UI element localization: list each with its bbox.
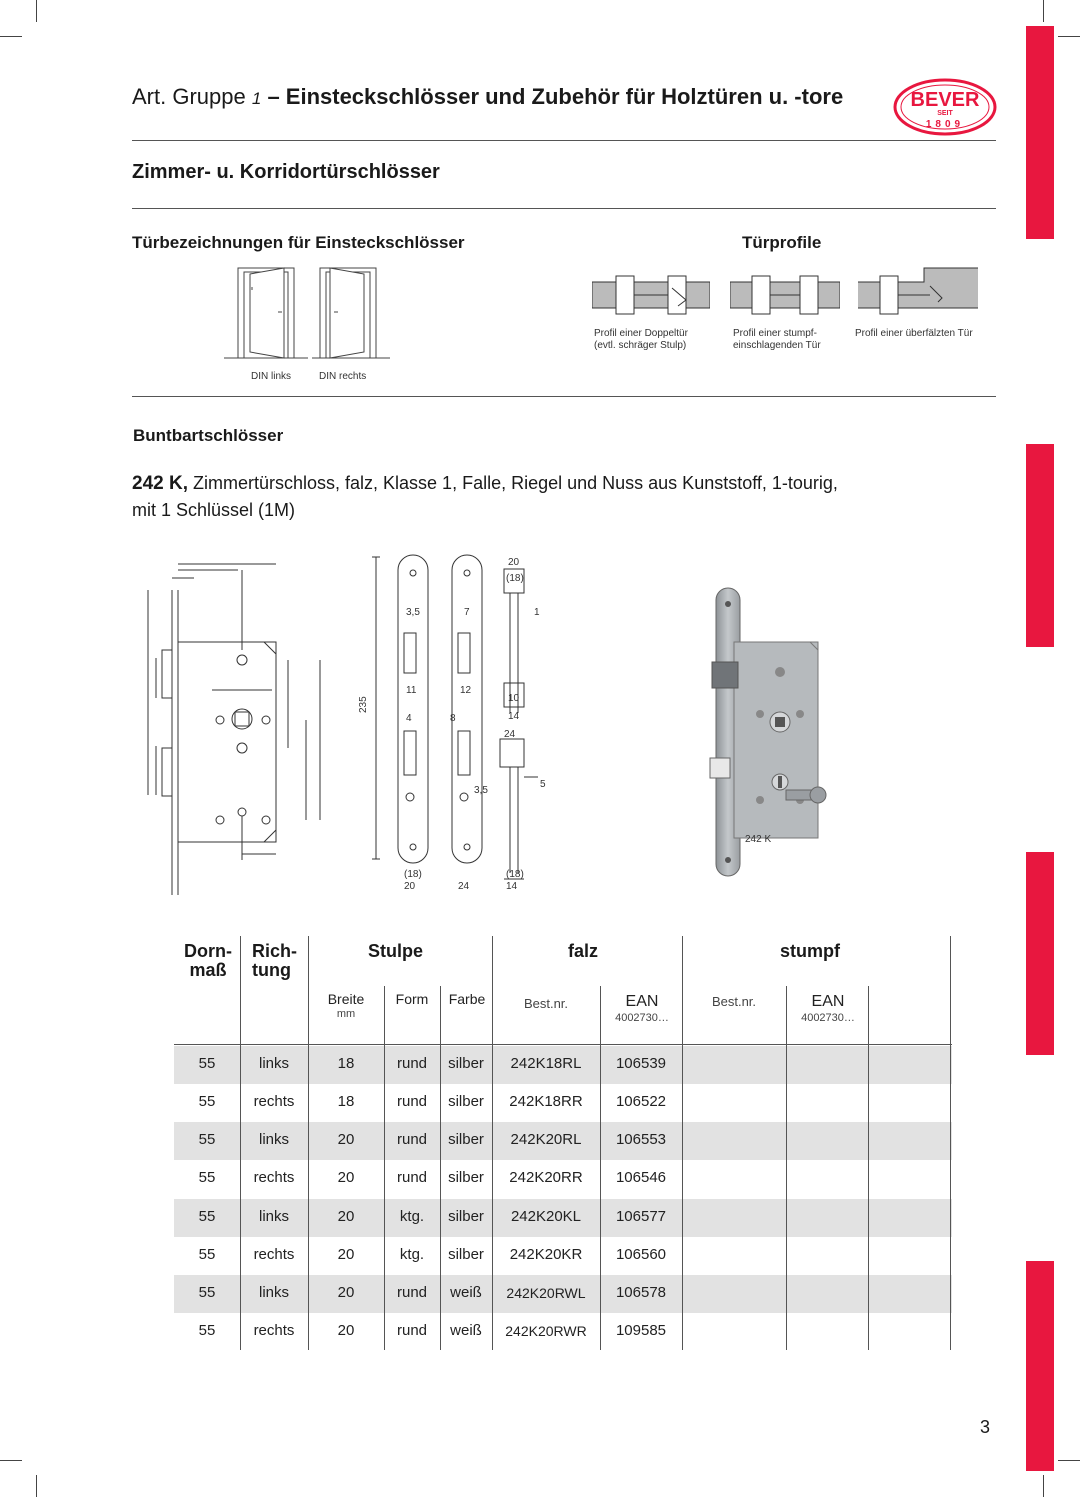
logo-year: 1809 — [925, 119, 965, 130]
cell-farbe: silber — [448, 1055, 484, 1072]
cell-farbe: weiß — [450, 1284, 482, 1301]
doors-heading: Türbezeichnungen für Einsteckschlösser — [132, 233, 465, 252]
cell-bestnr: 242K18RR — [509, 1093, 583, 1110]
table-row — [174, 1236, 952, 1274]
table-row — [174, 1312, 952, 1350]
bever-logo — [893, 78, 997, 136]
cell-dorn: 55 — [198, 1284, 216, 1301]
dim-p4: 10 — [508, 693, 520, 704]
cell-richtung: rechts — [253, 1169, 295, 1186]
table-row — [174, 1274, 952, 1312]
divider — [132, 396, 996, 397]
cell-dorn: 55 — [198, 1131, 216, 1148]
section-title: Zimmer- u. Korridortürschlösser — [132, 161, 440, 183]
dim-p5: 14 — [508, 711, 520, 722]
cell-dorn: 55 — [198, 1246, 216, 1263]
profile-diagram-double — [592, 270, 710, 320]
cell-dorn: 55 — [198, 1322, 216, 1339]
cell-farbe: weiß — [450, 1322, 482, 1339]
cell-form: rund — [396, 1131, 428, 1148]
divider — [132, 208, 996, 209]
th-stumpf-bestnr: Best.nr. — [711, 994, 757, 1009]
product-description — [132, 470, 852, 524]
cell-breite: 18 — [337, 1093, 355, 1110]
cell-form: rund — [396, 1284, 428, 1301]
cell-dorn: 55 — [198, 1169, 216, 1186]
th-dornmass: Dorn- maß — [184, 941, 232, 980]
th-stumpf-ean: EAN — [811, 993, 845, 1010]
th-falz-ean-prefix: 4002730… — [615, 1012, 669, 1024]
th-stumpf-ean-prefix: 4002730… — [801, 1012, 855, 1024]
cell-form: ktg. — [399, 1208, 425, 1225]
th-stumpf: stumpf — [780, 941, 840, 961]
cell-ean: 106539 — [615, 1055, 667, 1072]
cell-richtung: links — [258, 1055, 289, 1072]
product-text: Zimmertürschloss, falz, Klasse 1, Falle, Riegel und Nuss aus Kunststoff, 1-tourig, mit 1 Schlüssel (1M) — [132, 473, 838, 520]
cell-bestnr: 242K20RWL — [506, 1285, 586, 1301]
th-richtung: Rich- tung — [252, 941, 297, 980]
cell-ean: 106578 — [615, 1284, 667, 1301]
crop-mark — [1043, 1475, 1044, 1497]
dim-a2: 11 — [406, 685, 417, 696]
cell-richtung: rechts — [253, 1093, 295, 1110]
dim-a4: 3,5 — [474, 785, 488, 796]
door-label-left: DIN links — [251, 371, 292, 382]
group-number: 1 — [251, 89, 262, 108]
table-row — [174, 1159, 952, 1197]
th-breite-unit: mm — [336, 1008, 356, 1020]
cell-breite: 20 — [337, 1322, 355, 1339]
side-tab — [1026, 1261, 1054, 1471]
group-prefix: Art. Gruppe — [132, 84, 246, 109]
cell-bestnr: 242K20RR — [509, 1169, 583, 1186]
th-falz-bestnr: Best.nr. — [523, 996, 569, 1011]
cell-farbe: silber — [448, 1246, 484, 1263]
dim-p1: 20 — [508, 557, 520, 568]
cell-form: ktg. — [399, 1246, 425, 1263]
cell-farbe: silber — [448, 1093, 484, 1110]
door-diagram — [222, 262, 392, 366]
cell-ean: 106546 — [615, 1169, 667, 1186]
table-row — [174, 1121, 952, 1159]
product-table — [174, 936, 952, 1350]
divider — [132, 140, 996, 141]
cell-dorn: 55 — [198, 1055, 216, 1072]
product-code: 242 K, — [132, 473, 188, 494]
dim-b2: 12 — [460, 685, 472, 696]
cell-bestnr: 242K20RL — [510, 1131, 582, 1148]
side-tab — [1026, 444, 1054, 647]
door-label-right: DIN rechts — [319, 371, 367, 382]
side-tab — [1026, 852, 1054, 1055]
profiles-heading: Türprofile — [742, 233, 822, 252]
dim-b4: 24 — [458, 881, 470, 892]
cell-richtung: rechts — [253, 1246, 295, 1263]
cell-bestnr: 242K20KR — [509, 1246, 583, 1263]
photo-caption: 242 K — [745, 834, 772, 845]
page-header — [132, 82, 843, 114]
cell-bestnr: 242K20RWR — [505, 1323, 587, 1339]
table-row — [174, 1045, 952, 1083]
buntbart-heading: Buntbartschlösser — [133, 426, 284, 445]
cell-richtung: links — [258, 1208, 289, 1225]
cell-breite: 20 — [337, 1246, 355, 1263]
lock-technical-drawing — [138, 550, 338, 895]
th-form: Form — [395, 991, 429, 1007]
profile-caption-1: Profil einer Doppeltür (evtl. schräger Stulp) — [594, 328, 688, 351]
table-row — [174, 1083, 952, 1121]
cell-dorn: 55 — [198, 1093, 216, 1110]
crop-mark — [1058, 1460, 1080, 1461]
crop-mark — [36, 0, 37, 22]
dim-a6: 20 — [404, 881, 416, 892]
logo-seit: SEIT — [937, 110, 953, 117]
th-falz-ean: EAN — [625, 993, 659, 1010]
side-tab — [1026, 26, 1054, 239]
cell-form: rund — [396, 1322, 428, 1339]
cell-ean: 109585 — [615, 1322, 667, 1339]
logo-brand: BEVER — [910, 89, 980, 111]
profile-diagram-flush — [730, 270, 840, 320]
th-falz: falz — [568, 941, 599, 961]
cell-bestnr: 242K20KL — [510, 1208, 582, 1225]
cell-ean: 106577 — [615, 1208, 667, 1225]
th-breite: Breite — [327, 991, 365, 1007]
dim-p9: (18) — [506, 869, 524, 880]
crop-mark — [0, 1460, 22, 1461]
th-stulpe: Stulpe — [368, 941, 424, 961]
cell-breite: 20 — [337, 1208, 355, 1225]
cell-form: rund — [396, 1055, 428, 1072]
cell-bestnr: 242K18RL — [510, 1055, 582, 1072]
dim-p7: 5 — [540, 779, 546, 790]
crop-mark — [1043, 0, 1044, 22]
cell-richtung: rechts — [253, 1322, 295, 1339]
crop-mark — [36, 1475, 37, 1497]
cell-ean: 106553 — [615, 1131, 667, 1148]
cell-richtung: links — [258, 1131, 289, 1148]
cell-form: rund — [396, 1093, 428, 1110]
cell-farbe: silber — [448, 1169, 484, 1186]
profile-diagram-rebated — [858, 266, 978, 320]
cell-ean: 106522 — [615, 1093, 667, 1110]
dim-p8: 14 — [506, 881, 518, 892]
crop-mark — [0, 36, 22, 37]
cell-farbe: silber — [448, 1131, 484, 1148]
profile-caption-3: Profil einer überfälzten Tür — [855, 328, 973, 339]
dim-b3: 8 — [450, 713, 456, 724]
cell-breite: 18 — [337, 1055, 355, 1072]
cell-dorn: 55 — [198, 1208, 216, 1225]
dim-a3: 4 — [406, 713, 412, 724]
dim-height: 235 — [358, 696, 369, 713]
cell-breite: 20 — [337, 1169, 355, 1186]
table-row — [174, 1198, 952, 1236]
dim-a1: 3,5 — [406, 607, 420, 618]
dim-a5: (18) — [404, 869, 422, 880]
dim-p3: 1 — [534, 607, 540, 618]
cell-form: rund — [396, 1169, 428, 1186]
crop-mark — [1058, 36, 1080, 37]
cell-breite: 20 — [337, 1284, 355, 1301]
cell-breite: 20 — [337, 1131, 355, 1148]
cell-richtung: links — [258, 1284, 289, 1301]
cell-farbe: silber — [448, 1208, 484, 1225]
th-farbe: Farbe — [448, 991, 486, 1007]
cell-ean: 106560 — [615, 1246, 667, 1263]
page-number: 3 — [980, 1417, 991, 1437]
profile-caption-2: Profil einer stumpf- einschlagenden Tür — [733, 328, 821, 351]
dim-p2: (18) — [506, 573, 524, 584]
dim-p6: 24 — [504, 729, 516, 740]
faceplate-drawing — [352, 553, 552, 893]
page-title: – Einsteckschlösser und Zubehör für Holztüren u. -tore — [267, 84, 844, 109]
dim-b1: 7 — [464, 607, 470, 618]
